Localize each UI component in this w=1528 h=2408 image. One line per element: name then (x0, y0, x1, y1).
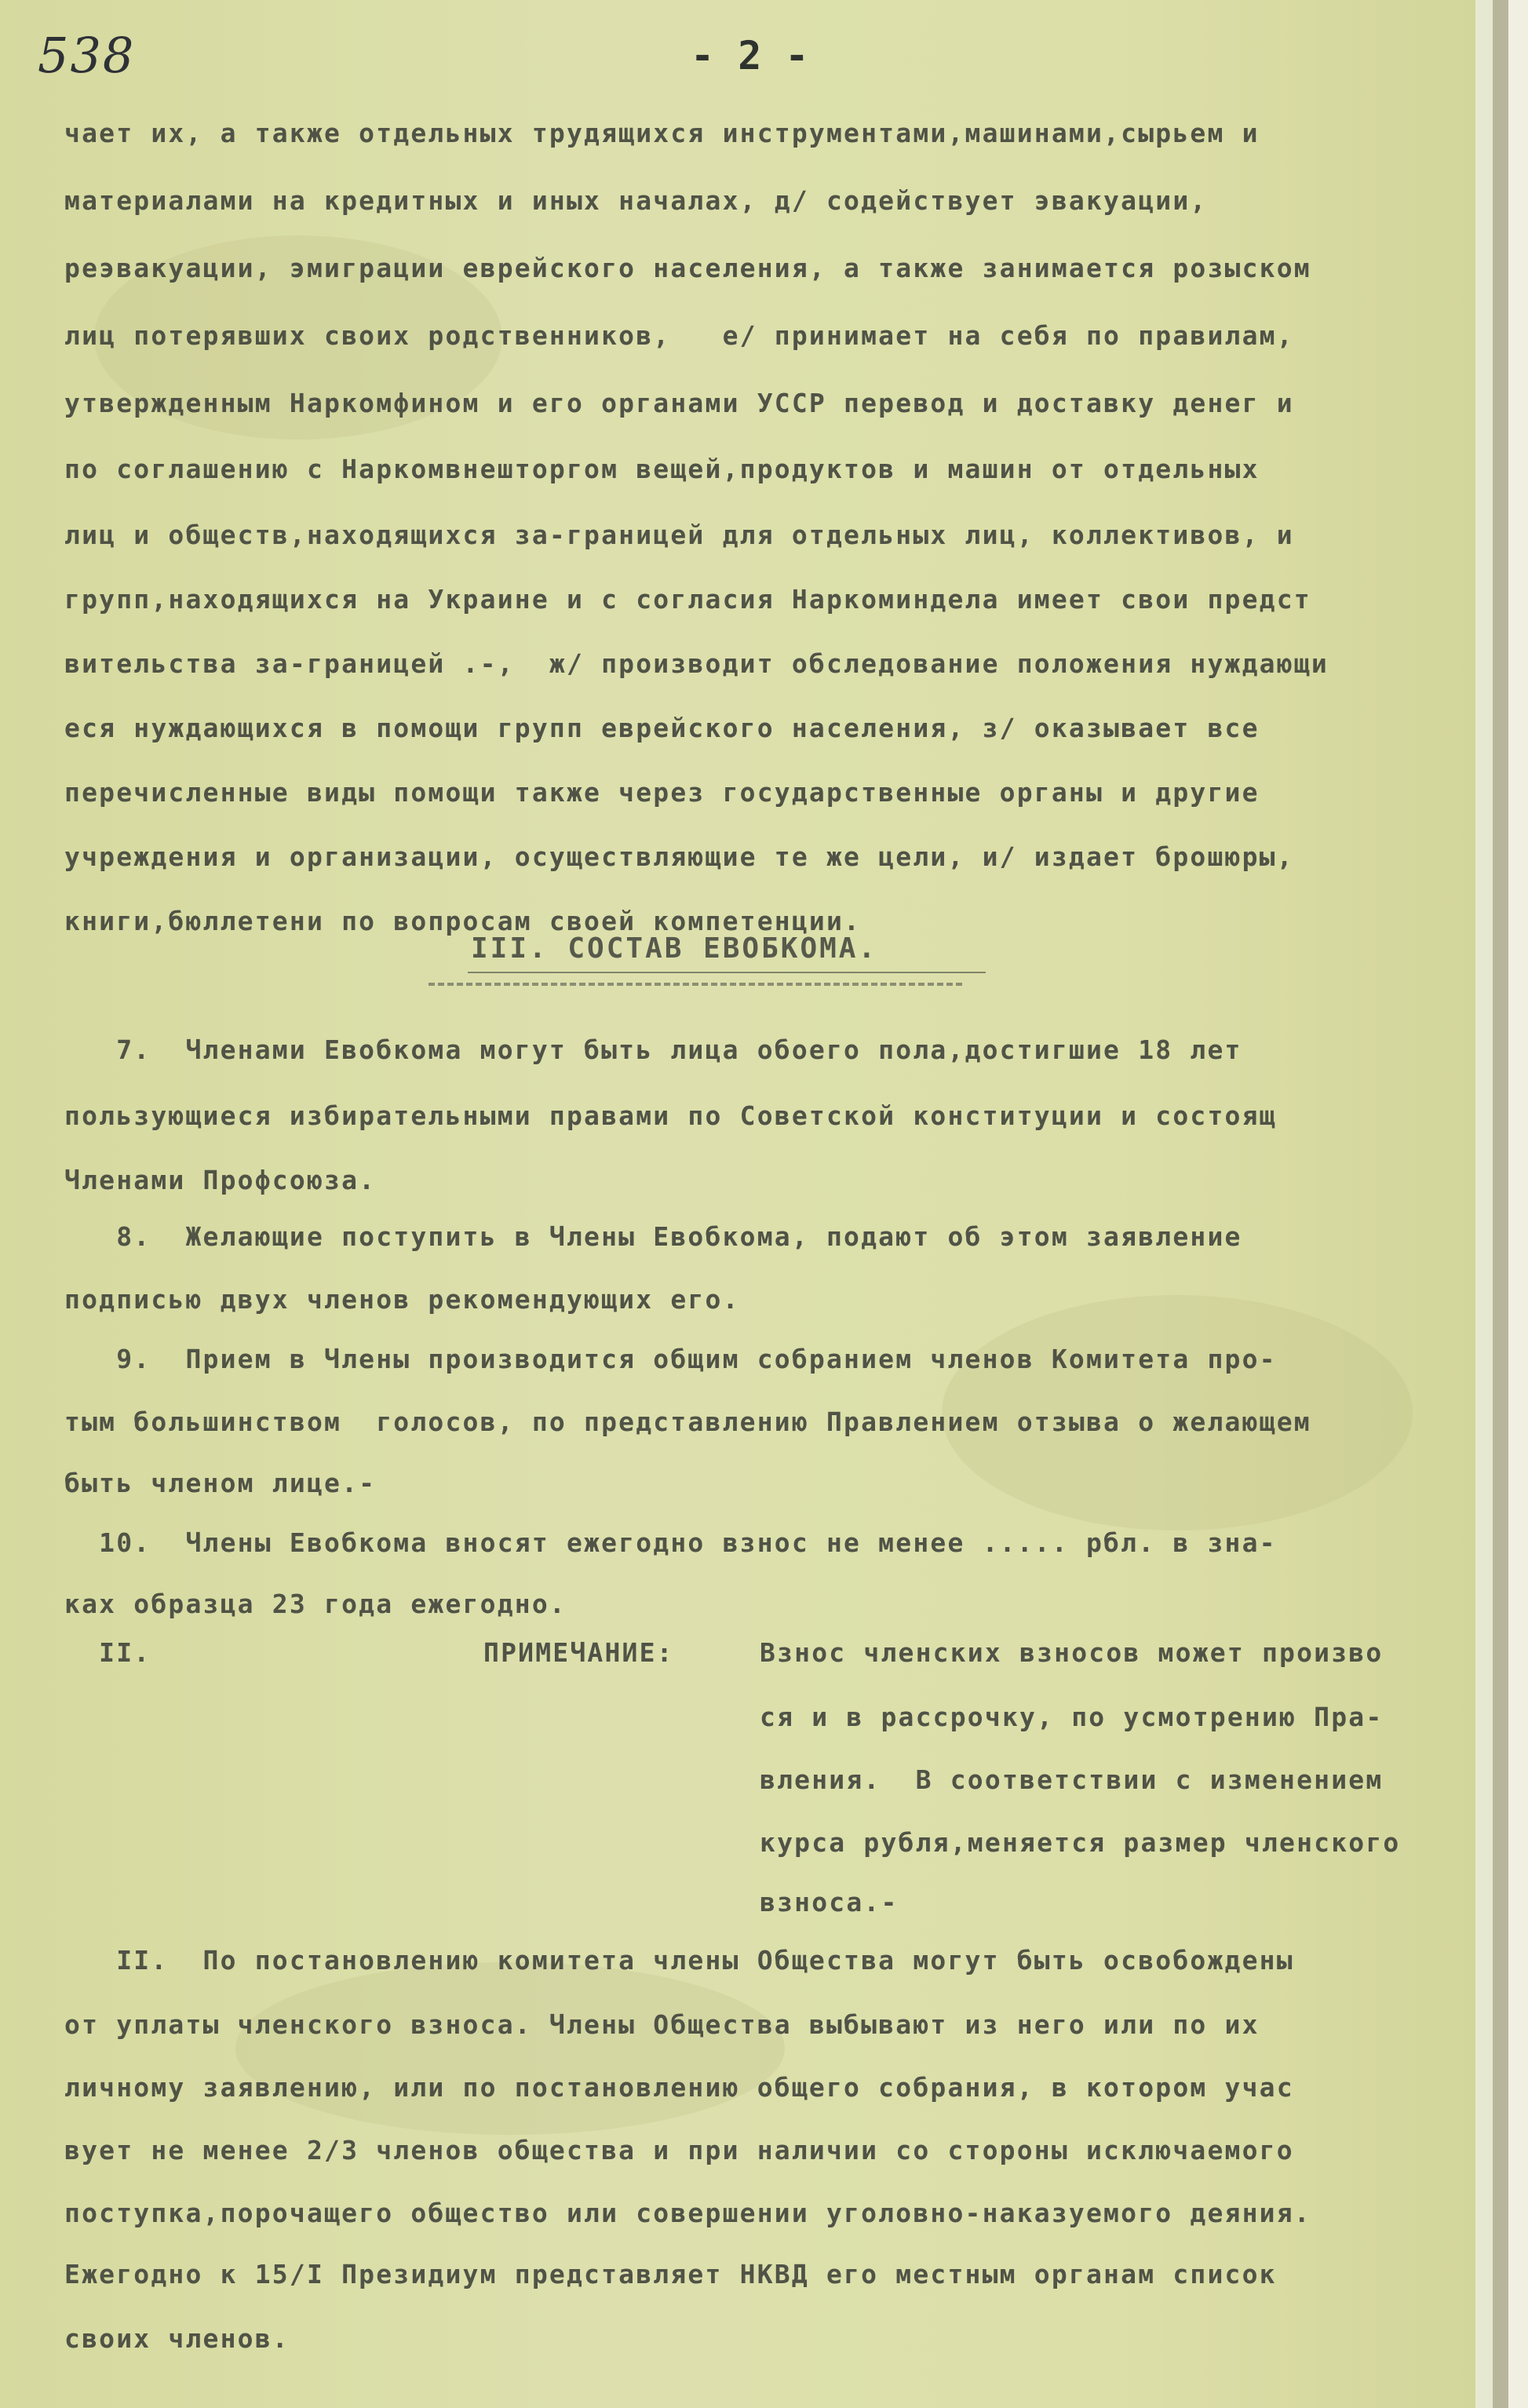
text-line: II. По постановлению комитета члены Общества могут быть освобождены (64, 1945, 1294, 1976)
text-line: учреждения и организации, осуществляющие те же цели, и/ издает брошюры, (64, 841, 1294, 872)
text-line: 9. Прием в Члены производится общим собранием членов Комитета про- (64, 1344, 1277, 1374)
note-text-line: курса рубля,меняется размер членского (760, 1827, 1401, 1858)
text-line: вительства за-границей .-, ж/ производит обследование положения нуждающи (64, 648, 1329, 679)
text-line: своих членов. (64, 2323, 290, 2354)
text-line: подписью двух членов рекомендующих его. (64, 1284, 740, 1315)
text-line: Ежегодно к 15/I Президиум представляет НКВД его местным органам список (64, 2259, 1277, 2289)
paper-edge-light (1475, 0, 1493, 2408)
paper-stain (235, 1962, 785, 2135)
paper-edge-shadow (1493, 0, 1508, 2408)
handwritten-page-mark: 538 (38, 27, 136, 84)
text-line: ках образца 23 года ежегодно. (64, 1589, 567, 1619)
text-line: пользующиеся избирательными правами по Советской конституции и состоящ (64, 1100, 1277, 1131)
note-text-line: взноса.- (760, 1887, 899, 1917)
page-number: - 2 - (691, 33, 809, 78)
text-line: личному заявлению, или по постановлению общего собрания, в котором учас (64, 2072, 1294, 2103)
note-number: II. (64, 1637, 151, 1668)
note-text-line: ся и в рассрочку, по усмотрению Пра- (760, 1702, 1384, 1732)
note-text-line: вления. В соответствии с изменением (760, 1764, 1384, 1795)
text-line: поступка,порочащего общество или совершении уголовно-наказуемого деяния. (64, 2198, 1311, 2228)
text-line: чает их, а также отдельных трудящихся инструментами,машинами,сырьем и (64, 118, 1260, 148)
text-line: книги,бюллетени по вопросам своей компетенции. (64, 906, 862, 936)
text-line: групп,находящихся на Украине и с согласия Наркоминдела имеет свои предст (64, 584, 1311, 615)
text-line: 7. Членами Евобкома могут быть лица обоего пола,достигшие 18 лет (64, 1034, 1242, 1065)
text-line: лиц потерявших своих родственников, е/ принимает на себя по правилам, (64, 320, 1294, 351)
text-line: материалами на кредитных и иных началах, д/ содействует эвакуации, (64, 185, 1208, 216)
note-text-line: Взнос членских взносов может произво (760, 1637, 1384, 1668)
text-line: по соглашению с Наркомвнешторгом вещей,продуктов и машин от отдельных (64, 454, 1260, 484)
heading-underline (468, 972, 986, 973)
text-line: перечисленные виды помощи также через государственные органы и другие (64, 777, 1260, 808)
text-line: 8. Желающие поступить в Члены Евобкома, подают об этом заявление (64, 1221, 1242, 1252)
paper-edge-outer (1508, 0, 1528, 2408)
text-line: вует не менее 2/3 членов общества и при наличии со стороны исключаемого (64, 2135, 1294, 2165)
text-line: от уплаты членского взноса. Члены Общества выбывают из него или по их (64, 2009, 1260, 2040)
text-line: 10. Члены Евобкома вносят ежегодно взнос не менее ..... рбл. в зна- (64, 1527, 1277, 1558)
text-line: быть членом лице.- (64, 1468, 377, 1498)
heading-dashed-rule (428, 983, 962, 986)
section-heading: III. СОСТАВ ЕВОБКОМА. (471, 932, 878, 965)
note-label: ПРИМЕЧАНИЕ: (483, 1637, 674, 1668)
text-line: реэвакуации, эмиграции еврейского населения, а также занимается розыском (64, 253, 1311, 283)
text-line: Членами Профсоюза. (64, 1165, 377, 1195)
text-line: лиц и обществ,находящихся за-границей для отдельных лиц, коллективов, и (64, 520, 1294, 550)
text-line: утвержденным Наркомфином и его органами УССР перевод и доставку денег и (64, 388, 1294, 418)
text-line: тым большинством голосов, по представлению Правлением отзыва о желающем (64, 1406, 1311, 1437)
text-line: еся нуждающихся в помощи групп еврейского населения, з/ оказывает все (64, 713, 1260, 743)
